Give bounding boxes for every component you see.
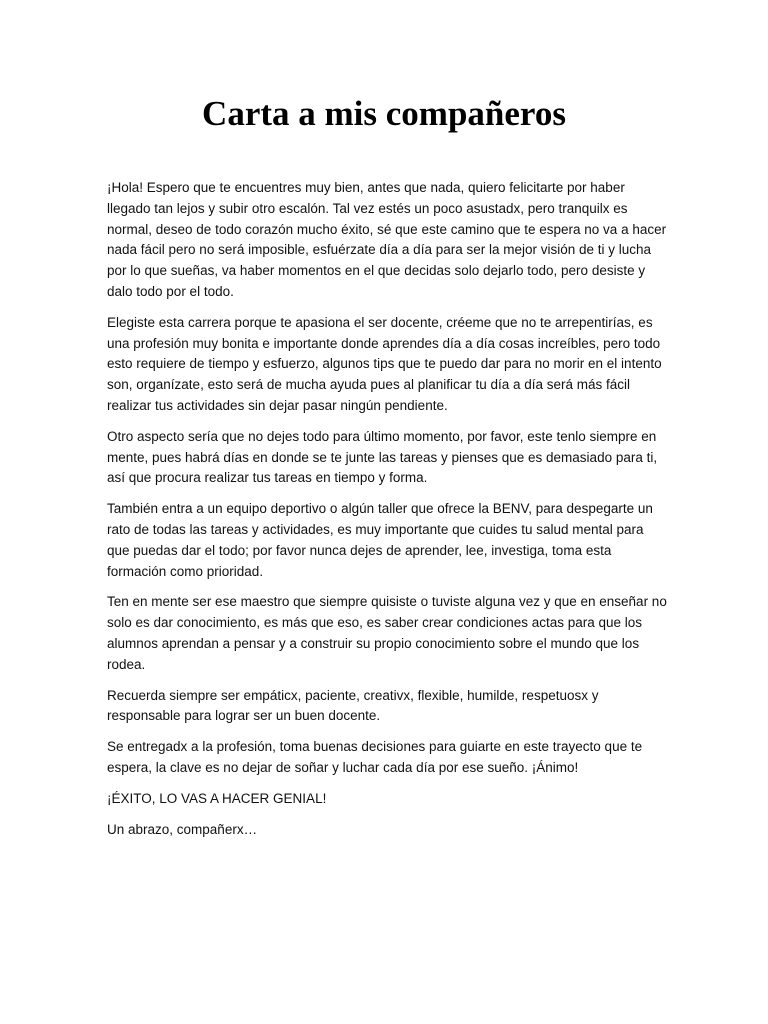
paragraph-greeting: ¡Hola! Espero que te encuentres muy bien, antes que nada, quiero felicitarte por haber llegado tan lejos y subir otro escalón. Tal vez estés un poco asustadx, pero tranquilx es normal, deseo de todo corazón mucho éxito, sé que este camino que te espera no va a hacer nada fácil pero no será imposible, esfuérzate día a día para ser la mejor visión de ti y lucha por lo que sueñas, va haber momentos en el que decidas solo dejarlo todo, pero desiste y dalo todo por el todo. [107,180,667,299]
paragraph-qualities: Recuerda siempre ser empáticx, paciente, creativx, flexible, humilde, respetuosx y responsable para lograr ser un buen docente. [107,687,599,724]
document-title: Carta a mis compañeros [202,94,566,133]
paragraph-career: Elegiste esta carrera porque te apasiona el ser docente, créeme que no te arrepentirías, es una profesión muy bonita e importante donde aprendes día a día cosas increíbles, pero todo esto requiere de tiempo y esfuerzo, algunos tips que te puedo dar para no morir en el intento son, organízate, esto será de mucha ayuda pues al planificar tu día a día será más fácil realizar tus actividades sin dejar pasar ningún pendiente. [107,314,662,413]
paragraph-dedication: Se entregadx a la profesión, toma buenas decisiones para guiarte en este trayecto que te espera, la clave es no dejar de soñar y luchar cada día por ese sueño. ¡Ánimo! [107,739,643,775]
paragraph-teacher: Ten en mente ser ese maestro que siempre quisiste o tuviste alguna vez y que en enseñar no solo es dar conocimiento, es más que eso, es saber crear condiciones actas para que los alumnos aprendan a pensar y a construir su propio conocimiento sobre el mundo que los rodea. [107,594,667,672]
paragraph-signoff: Un abrazo, compañerx… [107,821,258,837]
paragraph-sports-team: También entra a un equipo deportivo o algún taller que ofrece la BENV, para despegarte un rato de todas las tareas y actividades, es muy importante que cuides tu salud mental para que puedas dar el todo; por favor nunca dejes de aprender, lee, investiga, toma esta formación como prioridad. [107,501,653,579]
paragraph-last-moment: Otro aspecto sería que no dejes todo para último momento, por favor, este tenlo siempre en mente, pues habrá días en donde se te junte las tareas y pienses que es demasiado para ti, así que procura realizar tus tareas en tiempo y forma. [107,428,658,486]
letter-body [107,178,667,850]
paragraph-success: ¡ÉXITO, LO VAS A HACER GENIAL! [107,790,327,806]
